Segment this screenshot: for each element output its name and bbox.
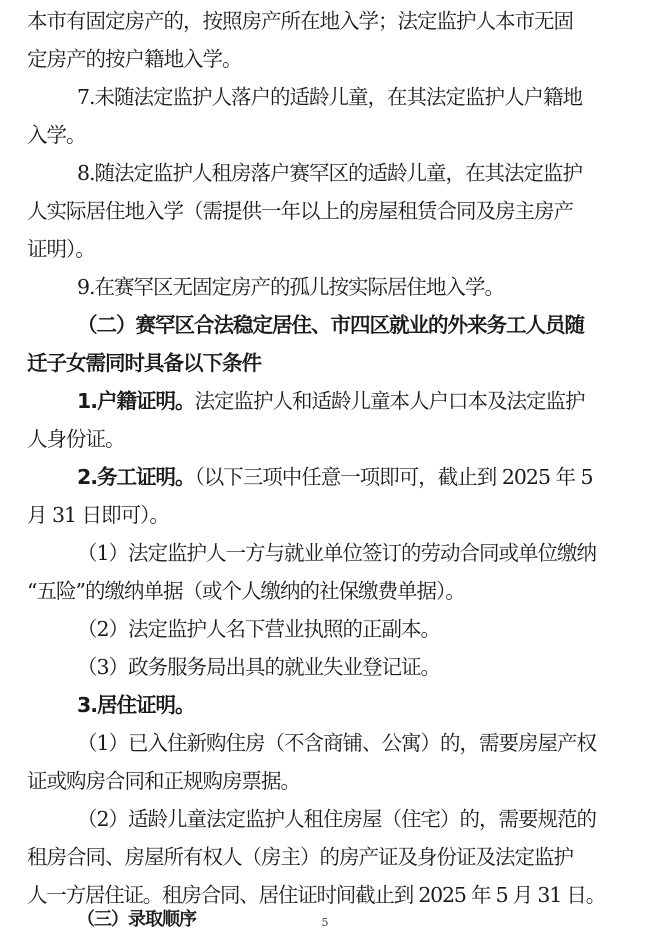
line-text: 人一方居住证。租房合同、居住证时间截止到 2025 年 5 月 31 日。 — [27, 883, 605, 907]
line-text: 3.居住证明。 — [77, 693, 195, 717]
text-line — [27, 762, 644, 800]
condition-2 — [77, 458, 644, 496]
line-text: 9.在赛罕区无固定房产的孤儿按实际居住地入学。 — [77, 275, 505, 299]
sub-item-1 — [77, 534, 644, 572]
line-text: 入学。 — [27, 123, 86, 147]
line-text: 迁子女需同时具备以下条件 — [27, 351, 261, 375]
text-line — [27, 40, 644, 78]
list-item-8 — [77, 154, 644, 192]
list-item-9 — [77, 268, 644, 306]
line-text: 租房合同、房屋所有权人（房主）的房产证及身份证及法定监护 — [27, 845, 573, 869]
line-text: 7.未随法定监护人落户的适龄儿童，在其法定监护人户籍地 — [77, 85, 583, 109]
line-text: 人实际居住地入学（需提供一年以上的房屋租赁合同及房主房产 — [27, 199, 573, 223]
line-text: （以下三项中任意一项即可，截止到 2025 年 5 — [194, 465, 593, 489]
line-text: 本市有固定房产的，按照房产所在地入学；法定监护人本市无固 — [27, 9, 573, 33]
sub-item-2 — [77, 610, 644, 648]
section-heading-2 — [77, 306, 644, 344]
line-text: （1）已入住新购住房（不含商铺、公寓）的，需要房屋产权 — [77, 731, 597, 755]
sub-item-3 — [77, 648, 644, 686]
page-number: 5 — [321, 916, 329, 929]
line-text: （3）政务服务局出具的就业失业登记证。 — [77, 655, 441, 679]
text-line — [27, 838, 644, 876]
line-text: （二）赛罕区合法稳定居住、市四区就业的外来务工人员随 — [77, 313, 584, 337]
condition-lead: 1.户籍证明。 — [77, 389, 195, 413]
line-text: 8.随法定监护人租房落户赛罕区的适龄儿童，在其法定监护 — [77, 161, 583, 185]
sub-item-1 — [77, 724, 644, 762]
text-line — [27, 192, 644, 230]
line-text: 证明）。 — [27, 237, 95, 261]
line-text: （2）法定监护人名下营业执照的正副本。 — [77, 617, 441, 641]
text-line — [27, 496, 644, 534]
line-text: “五险”的缴纳单据（或个人缴纳的社保缴费单据）。 — [27, 579, 465, 603]
condition-lead: 2.务工证明。 — [77, 465, 195, 489]
list-item-7 — [77, 78, 644, 116]
condition-1 — [77, 382, 644, 420]
condition-3 — [77, 686, 644, 724]
text-line — [27, 420, 644, 458]
line-text: 证或购房合同和正规购房票据。 — [27, 769, 300, 793]
text-line — [27, 116, 644, 154]
line-text: （1）法定监护人一方与就业单位签订的劳动合同或单位缴纳 — [77, 541, 597, 565]
line-text: 定房产的按户籍地入学。 — [27, 47, 242, 71]
line-text: （三）录取顺序 — [77, 909, 196, 930]
line-text: 法定监护人和适龄儿童本人户口本及法定监护 — [194, 389, 585, 413]
section-heading-2-cont — [27, 344, 644, 382]
text-line — [27, 2, 644, 40]
line-text: （2）适龄儿童法定监护人租住房屋（住宅）的，需要规范的 — [77, 807, 597, 831]
line-text: 月 31 日即可）。 — [27, 503, 169, 527]
text-line — [27, 230, 644, 268]
text-line — [27, 572, 644, 610]
sub-item-2 — [77, 800, 644, 838]
line-text: 人身份证。 — [27, 427, 125, 451]
